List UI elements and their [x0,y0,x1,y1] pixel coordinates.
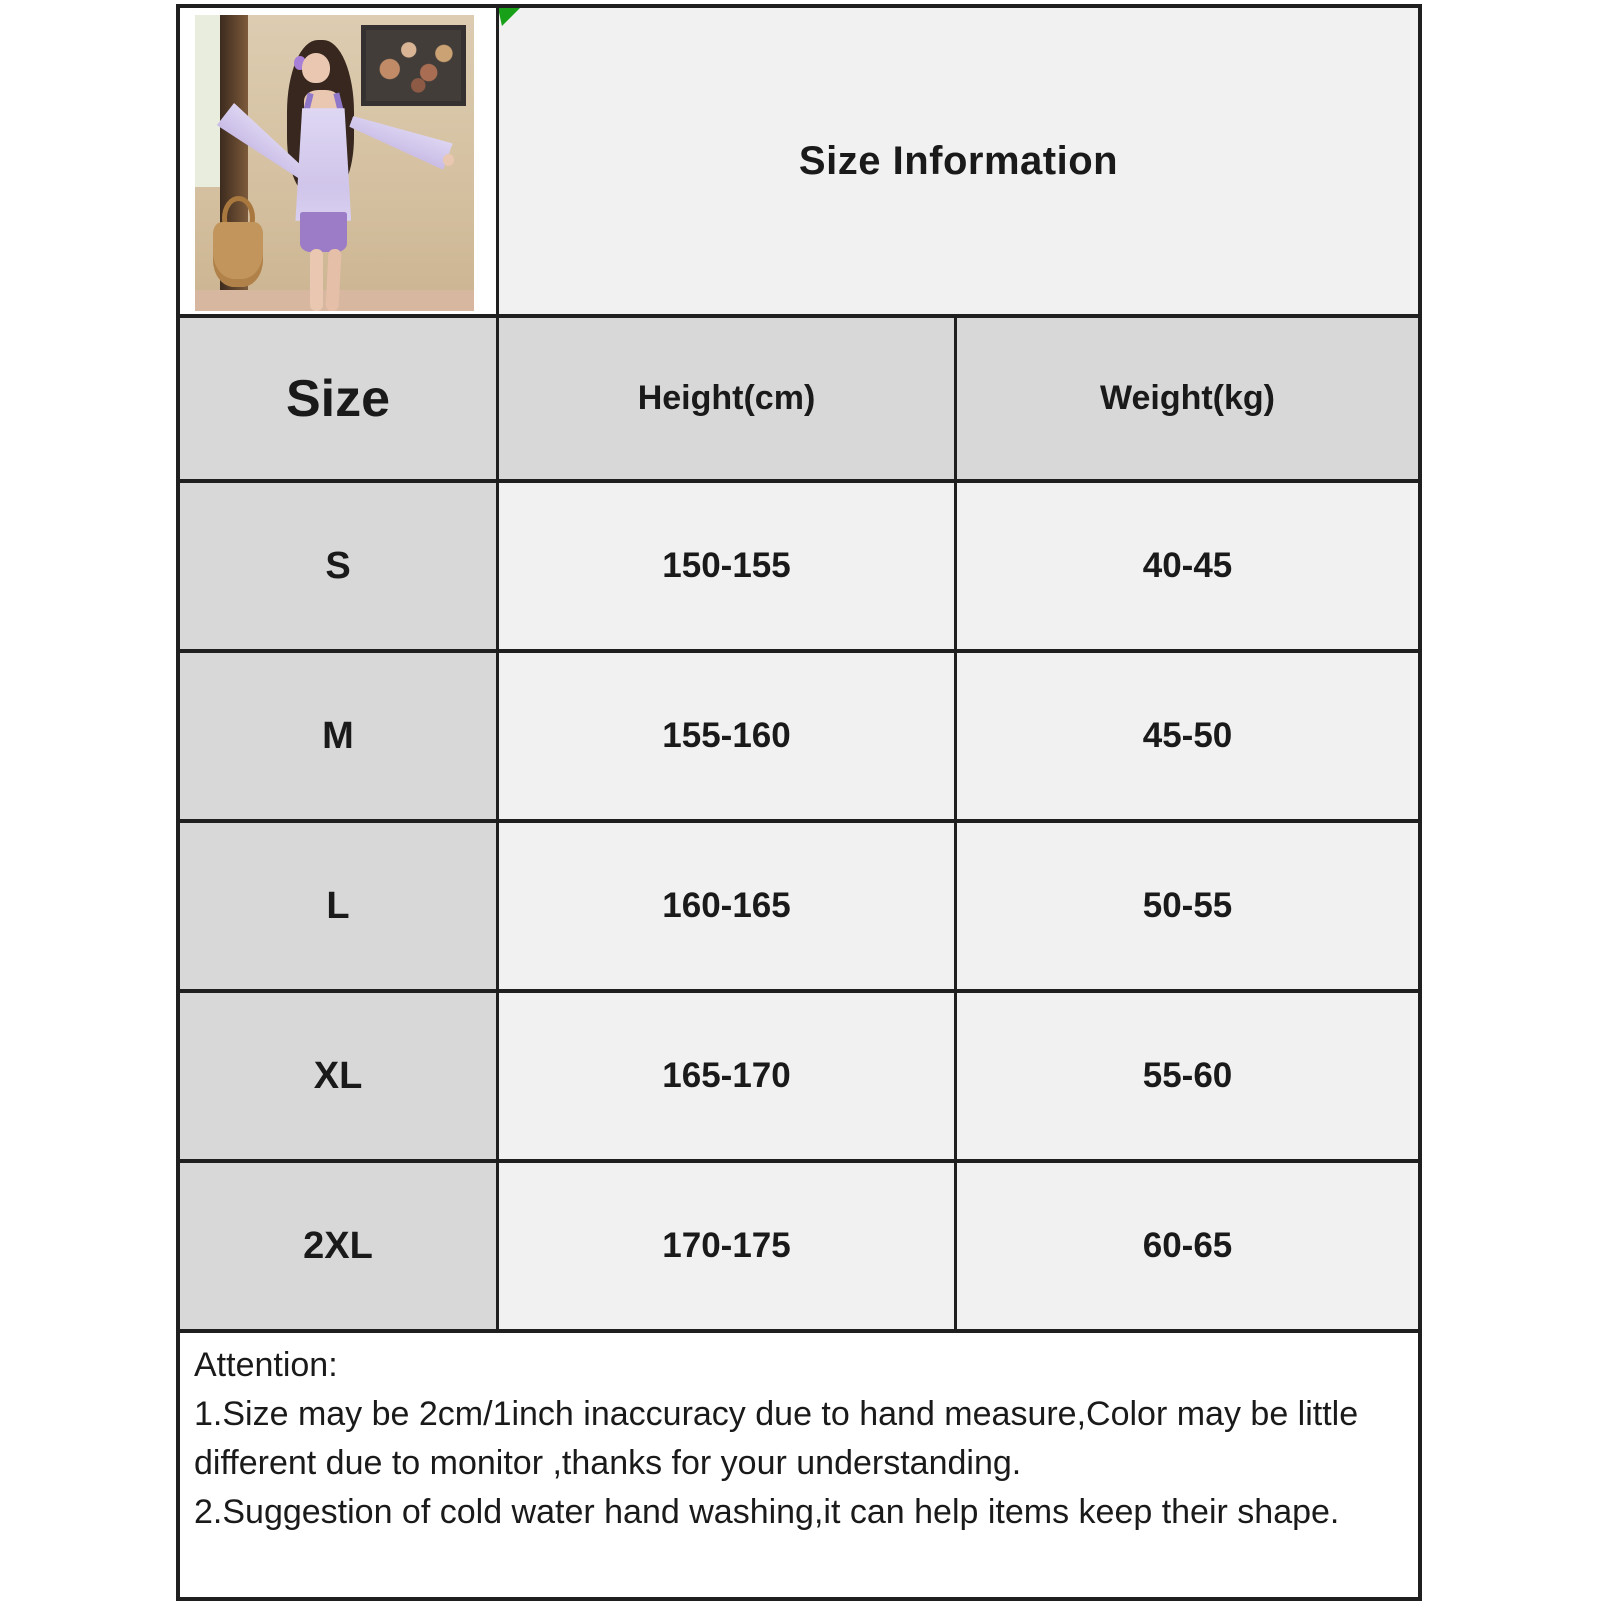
product-photo [195,15,474,311]
height-value: 165-170 [499,993,957,1163]
size-label: S [180,483,499,653]
weight-value: 40-45 [957,483,1418,653]
corner-marker-icon [499,8,520,26]
height-value: 150-155 [499,483,957,653]
lavender-top [295,108,351,220]
column-header-weight: Weight(kg) [957,318,1418,483]
height-value: 170-175 [499,1163,957,1333]
product-photo-cell [180,8,499,318]
size-chart-sheet [176,4,1422,1601]
attention-heading: Attention: [194,1346,338,1384]
model-leg-left [310,249,323,311]
page-title: Size Information [798,138,1119,183]
height-value: 160-165 [499,823,957,993]
size-label: XL [180,993,499,1163]
straw-bag [213,222,263,287]
model-hand [443,154,454,166]
size-label: L [180,823,499,993]
weight-value: 50-55 [957,823,1418,993]
column-header-height: Height(cm) [499,318,957,483]
model-face [302,53,330,83]
size-label: M [180,653,499,823]
attention-box [180,1333,1418,1597]
weight-value: 55-60 [957,993,1418,1163]
title-cell [499,8,1418,318]
weight-value: 60-65 [957,1163,1418,1333]
attention-note-1: 1.Size may be 2cm/1inch inaccuracy due to hand measure,Color may be little different due to monitor ,thanks for your understanding. [194,1394,1359,1482]
purple-skirt [300,212,347,252]
weight-value: 45-50 [957,653,1418,823]
wall-painting [361,25,466,106]
flared-sleeve-right [347,108,454,170]
size-label: 2XL [180,1163,499,1333]
height-value: 155-160 [499,653,957,823]
attention-note-2: 2.Suggestion of cold water hand washing,it can help items keep their shape. [194,1492,1340,1531]
column-header-size: Size [180,318,499,483]
